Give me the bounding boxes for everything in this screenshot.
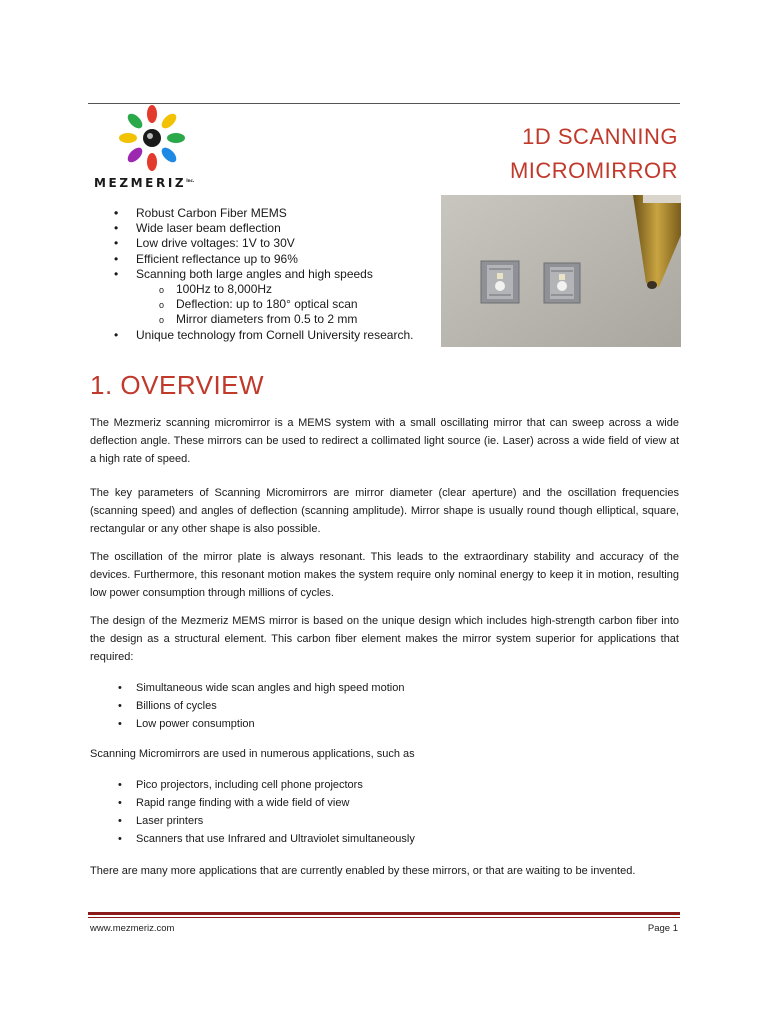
logo-inc: Inc. [186, 178, 195, 183]
feature-sublist [114, 282, 413, 328]
feature-item: • Robust Carbon Fiber MEMS [114, 206, 413, 221]
list-item: • Scanners that use Infrared and Ultraviolet simultaneously [118, 830, 415, 848]
list-item: • Rapid range finding with a wide field of view [118, 794, 415, 812]
title-line-1: 1D SCANNING [522, 124, 678, 149]
application-list [118, 776, 415, 848]
paragraph: The oscillation of the mirror plate is always resonant. This leads to the extraordinary stability and accuracy of the devices. Furthermore, this resonant motion makes the system require only nominal energy to keep it in motion, resulting low power consumption through millions of cycles. [90, 551, 679, 599]
footer-url[interactable]: www.mezmeriz.com [90, 923, 175, 934]
list-item: • Laser printers [118, 812, 415, 830]
footer-rule [88, 912, 680, 915]
feature-subitem: o Mirror diameters from 0.5 to 2 mm [159, 312, 413, 327]
feature-item: • Unique technology from Cornell University research. [114, 328, 413, 343]
list-item: • Pico projectors, including cell phone projectors [118, 776, 415, 794]
feature-item: • Wide laser beam deflection [114, 221, 413, 236]
feature-item: • Efficient reflectance up to 96% [114, 252, 413, 267]
paragraph: The key parameters of Scanning Micromirrors are mirror diameter (clear aperture) and the oscillation frequencies (scanning speed) and angles of deflection (scanning amplitude). Mirror shape is usually round though elliptical, square, rectangular or any other shape is also possible. [90, 487, 679, 535]
benefit-list [118, 679, 404, 733]
document-title [510, 120, 678, 188]
list-item: • Simultaneous wide scan angles and high speed motion [118, 679, 404, 697]
logo-wordmark [94, 176, 194, 190]
feature-subitem: o 100Hz to 8,000Hz [159, 282, 413, 297]
footer-rule-thin [88, 917, 680, 918]
micromirror-chip-left [481, 261, 519, 303]
paragraph: The design of the Mezmeriz MEMS mirror is based on the unique design which includes high-strength carbon fiber into the design as a structural element. This carbon fiber element makes the mirror system superior for applications that required: [90, 615, 679, 663]
feature-list [114, 206, 413, 343]
list-item: • Low power consumption [118, 715, 404, 733]
page-number: Page 1 [647, 923, 678, 934]
title-line-2: MICROMIRROR [509, 158, 678, 183]
paragraph: There are many more applications that are currently enabled by these mirrors, or that are waiting to be invented. [90, 865, 636, 877]
product-photo [441, 195, 681, 347]
paragraph: Scanning Micromirrors are used in numerous applications, such as [90, 748, 415, 760]
feature-subitem: o Deflection: up to 180° optical scan [159, 297, 413, 312]
section-heading: 1. OVERVIEW [90, 370, 265, 400]
list-item: • Billions of cycles [118, 697, 404, 715]
feature-item: • Scanning both large angles and high speeds [114, 267, 413, 282]
feature-item: • Low drive voltages: 1V to 30V [114, 236, 413, 251]
micromirror-chip-right [544, 263, 580, 303]
paragraph: The Mezmeriz scanning micromirror is a MEMS system with a small oscillating mirror that can sweep across a wide deflection angle. These mirrors can be used to redirect a collimated light source (ie. Laser) across a wide field of view at a high rate of speed. [90, 417, 679, 465]
logo-name: MEZMERIZ [94, 176, 187, 190]
